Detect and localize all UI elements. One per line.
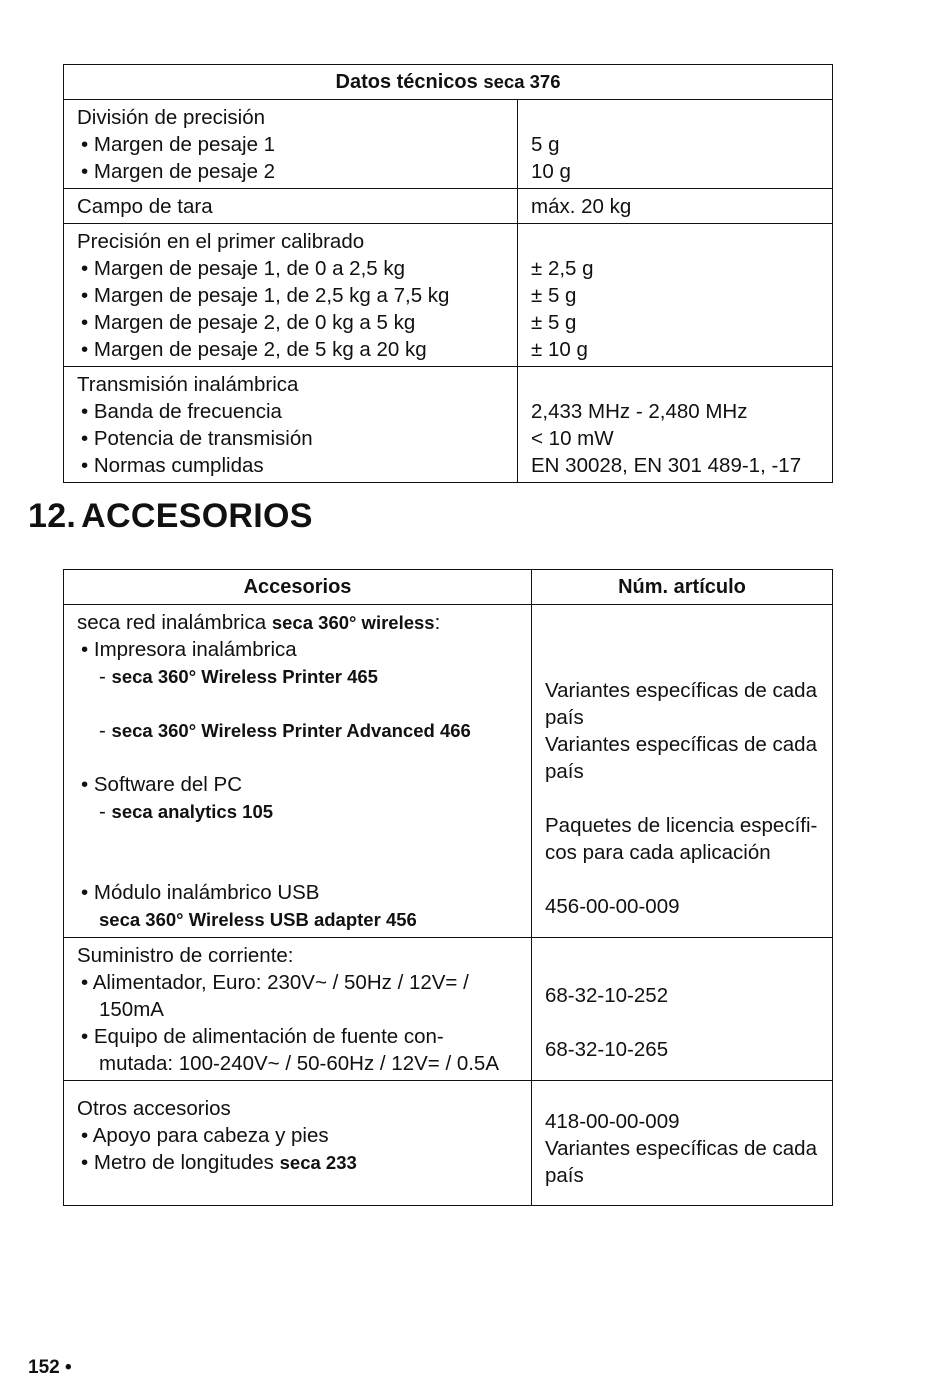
article-value: 68-32-10-252 [545,984,669,1007]
article-value: 68-32-10-265 [545,1038,669,1061]
section-heading [28,497,313,536]
table-row [64,224,833,367]
tech-title-prefix: Datos técnicos [335,70,478,93]
row-value: < 10 mW [531,427,614,450]
row-heading: Precisión en el primer calibrado [77,230,365,253]
article-value: país [545,706,584,729]
power-item: • Equipo de alimentación de fuente con- [81,1025,444,1048]
table-row [64,100,833,189]
intro-bold: seca 360° wireless [271,612,435,633]
row-item: • Margen de pesaje 1, de 2,5 kg a 7,5 kg [81,284,450,307]
row-item: • Margen de pesaje 2, de 0 kg a 5 kg [81,311,416,334]
row-item: • Normas cumplidas [81,454,264,477]
row-item: • Margen de pesaje 1 [81,133,276,156]
row-item: • Banda de frecuencia [81,400,282,423]
row-item: • Margen de pesaje 2 [81,160,276,183]
other-item [77,1149,531,1176]
other-item: • Apoyo para cabeza y pies [81,1124,329,1147]
accessories-table [63,569,833,1206]
tech-table-title [64,65,833,100]
col-header-accessories: Accesorios [64,570,532,605]
row-value: EN 30028, EN 301 489-1, -17 [531,454,802,477]
row-item: • Potencia de transmisión [81,427,313,450]
other-heading: Otros accesorios [77,1097,231,1120]
row-value: máx. 20 kg [531,195,632,218]
power-heading: Suministro de corriente: [77,944,294,967]
row-value: 2,433 MHz - 2,480 MHz [531,400,748,423]
printer-1: - seca 360° Wireless Printer 465 [99,665,378,688]
other-item-text: • Metro de longitudes [81,1151,274,1174]
power-item: mutada: 100-240V~ / 50-60Hz / 12V= / 0.5A [99,1052,500,1075]
printer-2-name: seca 360° Wireless Printer Advanced 466 [111,720,471,741]
article-value: Paquetes de licencia específi- [545,814,818,837]
row-heading: Transmisión inalámbrica [77,373,299,396]
article-value: Variantes específicas de cada [545,679,817,702]
row-value: ± 5 g [531,284,577,307]
software-heading: • Software del PC [81,773,242,796]
usb-heading: • Módulo inalámbrico USB [81,881,320,904]
article-value: cos para cada aplicación [545,841,771,864]
printer-heading: • Impresora inalámbrica [81,638,297,661]
row-value: 10 g [531,160,571,183]
table-row [64,367,833,483]
row-value: ± 10 g [531,338,588,361]
article-value: 418-00-00-009 [545,1110,680,1133]
article-value: país [545,1164,584,1187]
row-item: • Margen de pesaje 1, de 0 a 2,5 kg [81,257,406,280]
section-number: 12. [28,497,77,535]
section-title: ACCESORIOS [81,497,313,535]
row-value: ± 5 g [531,311,577,334]
software-1: - seca analytics 105 [99,800,274,823]
tech-data-table [63,64,833,483]
article-value: 456-00-00-009 [545,895,680,918]
intro-suffix: : [434,611,441,634]
power-item: • Alimentador, Euro: 230V~ / 50Hz / 12V= / [81,971,469,994]
intro-text: seca red inalámbrica [77,611,267,634]
table-row [64,605,833,938]
article-value: Variantes específicas de cada [545,1137,817,1160]
article-value: Variantes específicas de cada [545,733,817,756]
wireless-intro [77,609,531,636]
table-row [64,1081,833,1206]
row-value: 5 g [531,133,560,156]
row-item: • Margen de pesaje 2, de 5 kg a 20 kg [81,338,427,361]
usb-1: seca 360° Wireless USB adapter 456 [99,909,417,930]
printer-1-name: seca 360° Wireless Printer 465 [111,666,378,687]
table-row [64,189,833,224]
printer-2: - seca 360° Wireless Printer Advanced 466 [99,719,471,742]
power-item: 150mA [99,998,164,1021]
software-1-name: seca analytics 105 [111,801,274,822]
other-item-bold: seca 233 [279,1152,357,1173]
article-value: país [545,760,584,783]
table-row [64,938,833,1081]
row-heading: Campo de tara [77,195,213,218]
row-heading: División de precisión [77,106,266,129]
col-header-article-number: Núm. artículo [532,570,833,605]
tech-title-model: seca 376 [483,70,561,92]
row-value: ± 2,5 g [531,257,594,280]
page-number: 152 • [28,1357,72,1378]
